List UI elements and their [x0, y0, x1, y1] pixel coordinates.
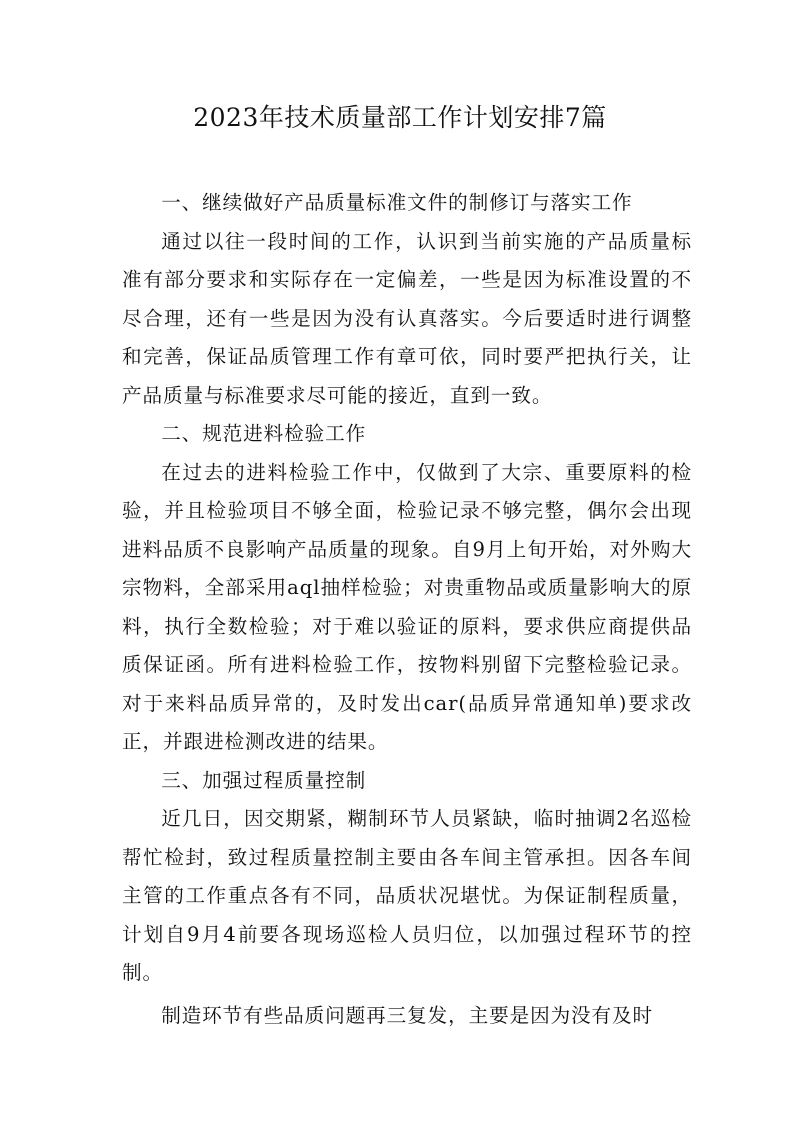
document-title: 2023年技术质量部工作计划安排7篇 [193, 103, 607, 132]
body-paragraph: 近几日，因交期紧，糊制环节人员紧缺，临时抽调2名巡检帮忙检封，致过程质量控制主要由各车间主管承担。因各车间主管的工作重点各有不同，品质状况堪忧。为保证制程质量，计划自9月4前要各现场巡检人员归位，以加强过程环节的控制。 [122, 807, 692, 984]
document-body [122, 184, 692, 1035]
body-paragraph: 制造环节有些品质问题再三复发，主要是因为没有及时 [161, 1003, 654, 1027]
section-heading-1: 一、继续做好产品质量标准文件的制修订与落实工作 [161, 191, 633, 214]
section-heading-2: 二、规范进料检验工作 [161, 422, 367, 445]
body-paragraph: 通过以往一段时间的工作，认识到当前实施的产品质量标准有部分要求和实际存在一定偏差，一些是因为标准设置的不尽合理，还有一些是因为没有认真落实。今后要适时进行调整和完善，保证品质管理工作有章可依，同时要严把执行关，让产品质量与标准要求尽可能的接近，直到一致。 [122, 229, 692, 407]
section-heading-3: 三、加强过程质量控制 [161, 768, 367, 792]
body-paragraph: 在过去的进料检验工作中，仅做到了大宗、重要原料的检验，并且检验项目不够全面，检验记录不够完整，偶尔会出现进料品质不良影响产品质量的现象。自9月上旬开始，对外购大宗物料，全部采用aql抽样检验；对贵重物品或质量影响大的原料，执行全数检验；对于难以验证的原料，要求供应商提供品质保证函。所有进料检验工作，按物料别留下完整检验记录。对于来料品质异常的，及时发出car(品质异常通知单)要求改正，并跟进检测改进的结果。 [122, 460, 692, 753]
